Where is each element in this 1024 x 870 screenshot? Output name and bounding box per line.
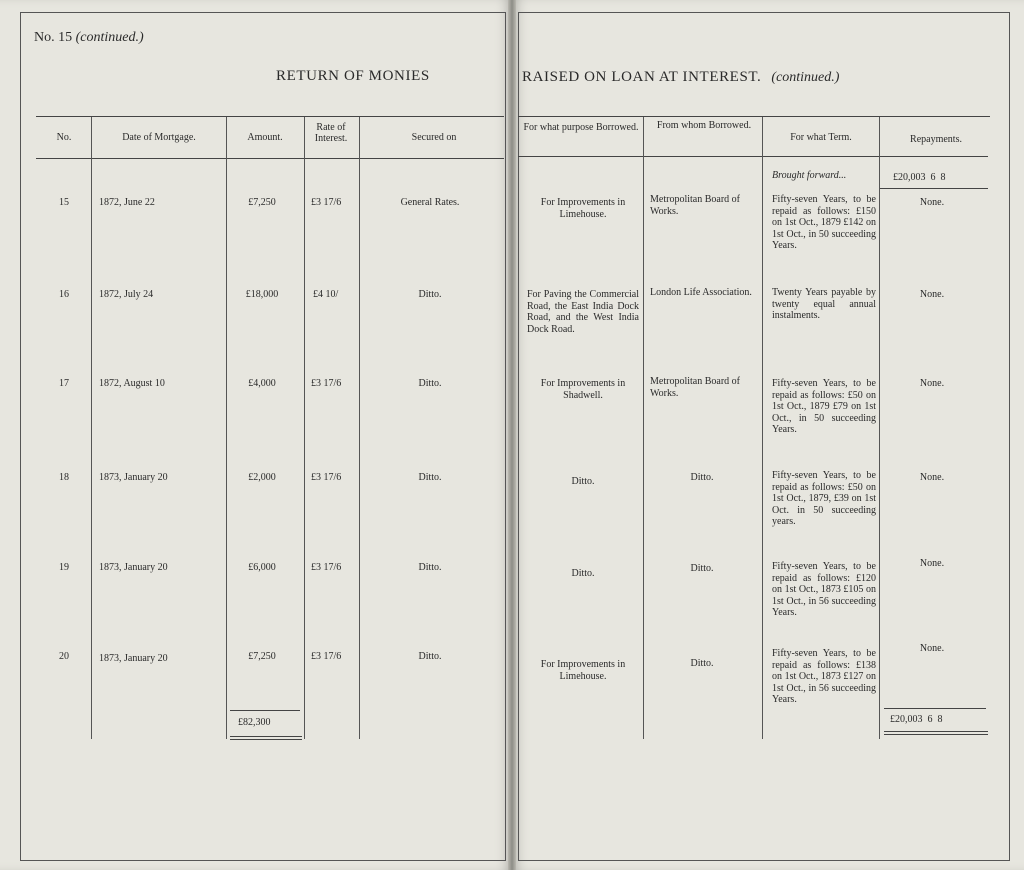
col-divider-3 [304, 117, 305, 739]
row-repayments: None. [919, 558, 945, 569]
header-rule-bottom-right [518, 156, 988, 157]
col-divider-5 [643, 117, 644, 739]
row-secured: Ditto. [418, 472, 442, 483]
row-secured: Ditto. [418, 562, 442, 573]
row-purpose: For Improvements in Limehouse. [540, 197, 626, 220]
row-date: 1872, July 24 [99, 289, 154, 300]
row-purpose: Ditto. [571, 568, 595, 579]
header-secured: Secured on [411, 132, 457, 143]
row-from-whom: Metropolitan Board of Works. [650, 194, 740, 217]
amount-total-double-rule-1 [230, 736, 302, 737]
row-no: 18 [59, 472, 69, 483]
header-amount: Amount. [247, 132, 283, 143]
title-left: RETURN OF MONIES [276, 68, 430, 84]
row-term: Fifty-seven Years, to be repaid as follows: £50 on 1st Oct., 1879, £39 on 1st Oct. in 50 succeeding years. [772, 470, 876, 527]
row-secured: Ditto. [418, 378, 442, 389]
row-repayments: None. [919, 197, 945, 208]
amount-total-rule [230, 710, 300, 711]
repayments-total-double-rule-2 [884, 734, 988, 735]
page-label-continued: (continued.) [75, 30, 144, 45]
row-amount: £2,000 [248, 472, 276, 483]
header-rule-top-left [36, 116, 504, 117]
row-rate: £3 17/6 [311, 378, 342, 389]
header-from-whom: From whom Borrowed. [656, 120, 752, 131]
repayments-total: £20,003 6 8 [890, 714, 943, 725]
row-purpose: For Improvements in Limehouse. [540, 659, 626, 682]
brought-forward-label: Brought forward... [772, 170, 847, 181]
book-gutter [508, 0, 516, 870]
title-continued: (continued.) [771, 70, 840, 85]
row-term: Fifty-seven Years, to be repaid as follows: £138 on 1st Oct., 1873 £127 on 1st Oct., in 56 succeeding Years. [772, 648, 876, 705]
row-no: 20 [59, 651, 69, 662]
row-rate: £3 17/6 [311, 651, 342, 662]
row-from-whom: Ditto. [690, 472, 714, 483]
row-rate: £4 10/ [313, 289, 339, 300]
row-no: 15 [59, 197, 69, 208]
row-date: 1872, August 10 [99, 378, 165, 389]
col-divider-6 [762, 117, 763, 739]
row-rate: £3 17/6 [311, 562, 342, 573]
header-purpose: For what purpose Borrowed. [523, 122, 639, 133]
row-secured: Ditto. [418, 289, 442, 300]
row-from-whom: London Life Association. [650, 287, 752, 298]
brought-forward-rule [880, 188, 988, 189]
page-label [34, 30, 144, 46]
row-term: Fifty-seven Years, to be repaid as follows: £150 on 1st Oct., 1879 £142 on 1st Oct., in 50 succeeding Years. [772, 194, 876, 251]
col-divider-4 [359, 117, 360, 739]
row-secured: General Rates. [400, 197, 460, 208]
repayments-total-rule [884, 708, 986, 709]
row-term: Fifty-seven Years, to be repaid as follows: £50 on 1st Oct., 1879 £79 on 1st Oct., in 50 succeeding Years. [772, 378, 876, 435]
row-term: Fifty-seven Years, to be repaid as follows: £120 on 1st Oct., 1873 £105 on 1st Oct., in 56 succeeding Years. [772, 561, 876, 618]
header-term: For what Term. [790, 132, 852, 143]
row-repayments: None. [919, 643, 945, 654]
row-no: 17 [59, 378, 69, 389]
header-rule-top-right [518, 116, 990, 117]
row-repayments: None. [919, 289, 945, 300]
row-purpose: For Improvements in Shadwell. [540, 378, 626, 401]
row-rate: £3 17/6 [311, 197, 342, 208]
col-divider-2 [226, 117, 227, 739]
header-date: Date of Mortgage. [122, 132, 196, 143]
repayments-total-double-rule-1 [884, 731, 988, 732]
row-amount: £7,250 [248, 651, 276, 662]
row-amount: £7,250 [248, 197, 276, 208]
row-amount: £6,000 [248, 562, 276, 573]
title-right-text: RAISED ON LOAN AT INTEREST. [522, 69, 762, 85]
row-date: 1873, January 20 [99, 653, 168, 664]
page-label-number: No. 15 [34, 30, 73, 45]
row-rate: £3 17/6 [311, 472, 342, 483]
row-date: 1873, January 20 [99, 562, 168, 573]
row-repayments: None. [919, 378, 945, 389]
row-date: 1872, June 22 [99, 197, 155, 208]
row-secured: Ditto. [418, 651, 442, 662]
row-no: 16 [59, 289, 69, 300]
row-date: 1873, January 20 [99, 472, 168, 483]
amount-total-double-rule-2 [230, 739, 302, 740]
col-divider-7 [879, 117, 880, 739]
col-divider-1 [91, 117, 92, 739]
row-purpose: Ditto. [571, 476, 595, 487]
header-no: No. [56, 132, 72, 143]
row-from-whom: Ditto. [690, 658, 714, 669]
amount-total: £82,300 [238, 717, 271, 728]
row-term: Twenty Years payable by twenty equal annual instalments. [772, 287, 876, 321]
row-repayments: None. [919, 472, 945, 483]
brought-forward-value: £20,003 6 8 [893, 172, 946, 183]
row-amount: £4,000 [248, 378, 276, 389]
row-from-whom: Ditto. [690, 563, 714, 574]
header-rule-bottom-left [36, 158, 504, 159]
header-repayments: Repayments. [910, 134, 962, 145]
row-amount: £18,000 [245, 289, 279, 300]
row-from-whom: Metropolitan Board of Works. [650, 376, 740, 399]
title-right [522, 68, 839, 86]
row-no: 19 [59, 562, 69, 573]
row-purpose: For Paving the Commercial Road, the East India Dock Road, and the West India Dock Road. [527, 289, 639, 335]
header-rate: Rate of Interest. [314, 122, 348, 144]
